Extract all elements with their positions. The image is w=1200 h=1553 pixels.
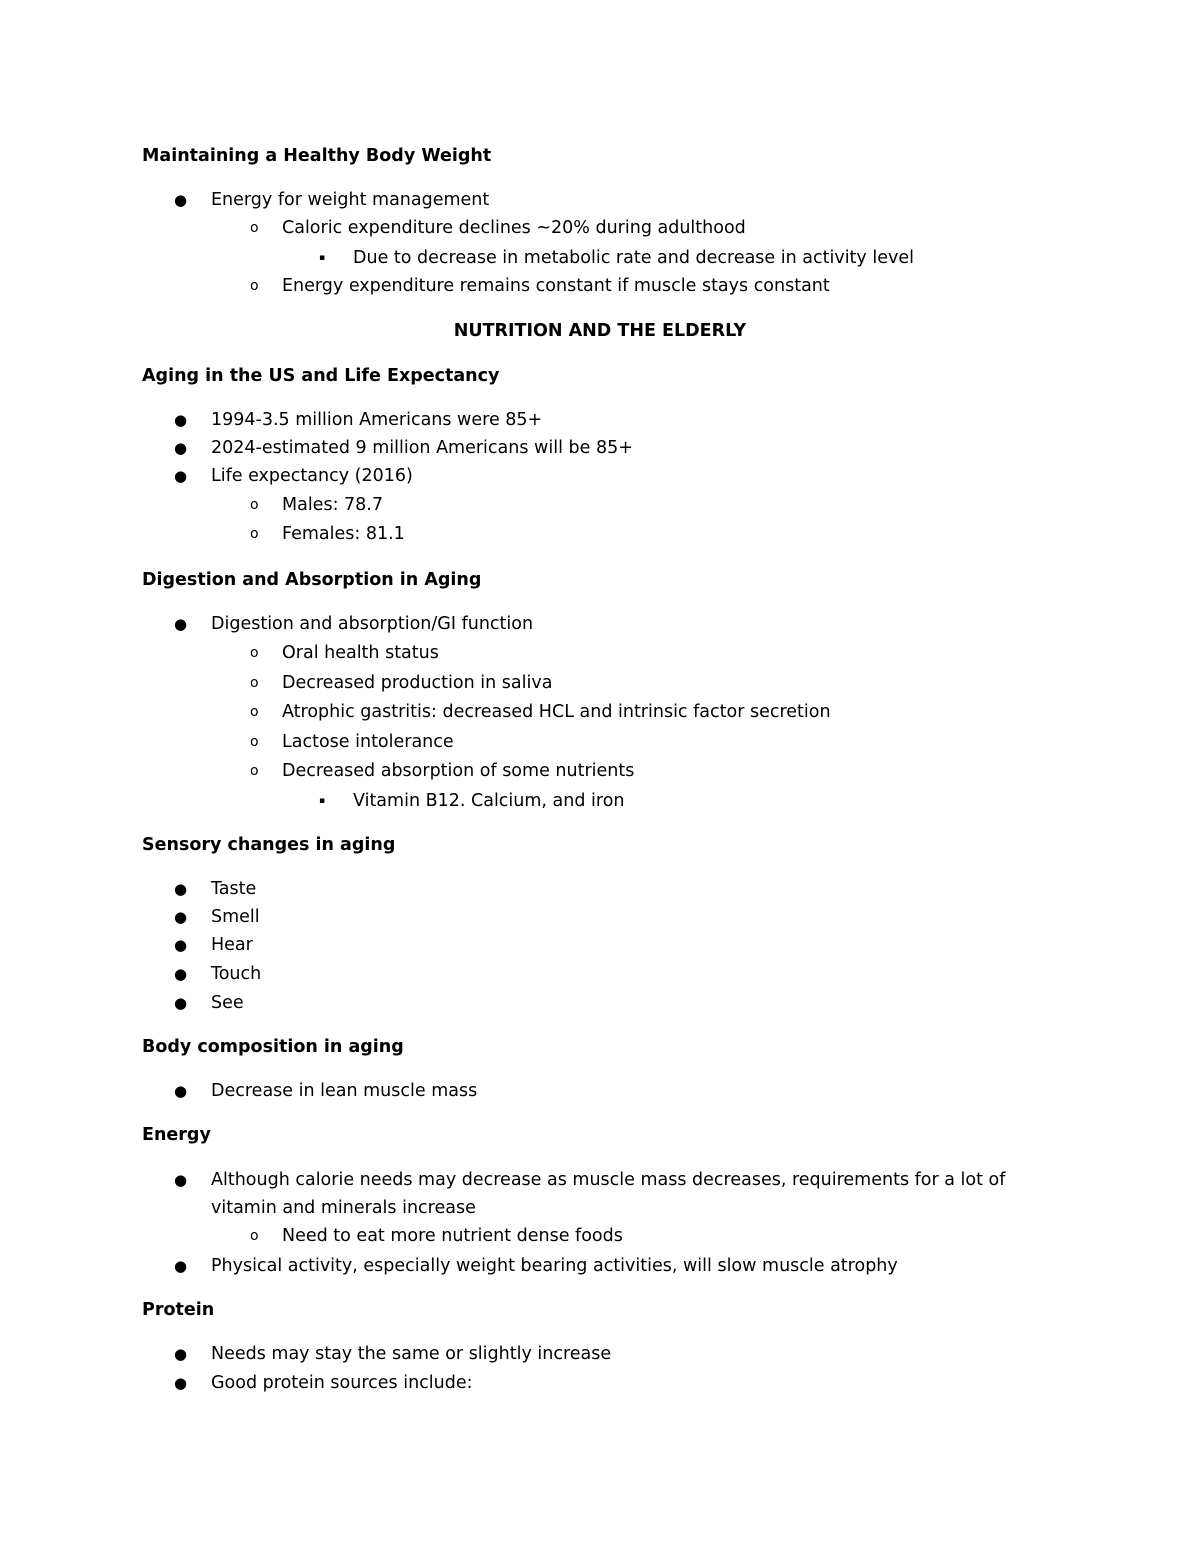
list-item: Vitamin B12. Calcium, and iron (353, 791, 625, 811)
bullet-icon: ● (174, 908, 188, 926)
list-item: Females: 81.1 (282, 524, 405, 544)
list-item: Needs may stay the same or slightly increase (211, 1344, 612, 1364)
circle-bullet-icon: o (250, 220, 259, 236)
list-item: Digestion and absorption/GI function (211, 614, 534, 634)
section-heading-sensory: Sensory changes in aging (142, 835, 396, 855)
square-bullet-icon: ▪ (319, 253, 326, 263)
circle-bullet-icon: o (250, 734, 259, 750)
list-item: Oral health status (282, 643, 439, 663)
list-item: Need to eat more nutrient dense foods (282, 1226, 623, 1246)
bullet-icon: ● (174, 1257, 188, 1275)
list-item: Atrophic gastritis: decreased HCL and intrinsic factor secretion (282, 702, 831, 722)
document-title: NUTRITION AND THE ELDERLY (453, 321, 747, 341)
list-item: See (211, 993, 244, 1013)
bullet-icon: ● (174, 936, 188, 954)
bullet-icon: ● (174, 467, 188, 485)
list-item: Lactose intolerance (282, 732, 454, 752)
circle-bullet-icon: o (250, 278, 259, 294)
circle-bullet-icon: o (250, 645, 259, 661)
list-item: Decrease in lean muscle mass (211, 1081, 478, 1101)
list-item: Decreased absorption of some nutrients (282, 761, 635, 781)
list-item: Energy expenditure remains constant if muscle stays constant (282, 276, 830, 296)
list-item: 2024-estimated 9 million Americans will be 85+ (211, 438, 633, 458)
list-item: Life expectancy (2016) (211, 466, 413, 486)
section-heading-body-composition: Body composition in aging (142, 1037, 404, 1057)
list-item: Touch (211, 964, 262, 984)
list-item: Males: 78.7 (282, 495, 383, 515)
bullet-icon: ● (174, 1171, 188, 1189)
bullet-icon: ● (174, 191, 188, 209)
section-heading-protein: Protein (142, 1300, 215, 1320)
list-item: Hear (211, 935, 253, 955)
circle-bullet-icon: o (250, 497, 259, 513)
list-item: Decreased production in saliva (282, 673, 553, 693)
section-heading-aging: Aging in the US and Life Expectancy (142, 366, 500, 386)
circle-bullet-icon: o (250, 675, 259, 691)
section-heading-digestion: Digestion and Absorption in Aging (142, 570, 482, 590)
bullet-icon: ● (174, 411, 188, 429)
list-item: Physical activity, especially weight bearing activities, will slow muscle atrophy (211, 1256, 898, 1276)
bullet-icon: ● (174, 965, 188, 983)
list-item: Energy for weight management (211, 190, 490, 210)
bullet-icon: ● (174, 880, 188, 898)
list-item: Smell (211, 907, 260, 927)
circle-bullet-icon: o (250, 763, 259, 779)
circle-bullet-icon: o (250, 704, 259, 720)
section-heading-weight: Maintaining a Healthy Body Weight (142, 146, 492, 166)
list-item: Caloric expenditure declines ~20% during adulthood (282, 218, 746, 238)
list-item: Due to decrease in metabolic rate and decrease in activity level (353, 248, 914, 268)
circle-bullet-icon: o (250, 526, 259, 542)
list-item: Good protein sources include: (211, 1373, 473, 1393)
square-bullet-icon: ▪ (319, 796, 326, 806)
list-item: Although calorie needs may decrease as muscle mass decreases, requirements for a lot of vitamin and minerals increase (211, 1170, 1006, 1218)
bullet-icon: ● (174, 615, 188, 633)
bullet-icon: ● (174, 1082, 188, 1100)
section-heading-energy: Energy (142, 1125, 211, 1145)
bullet-icon: ● (174, 439, 188, 457)
circle-bullet-icon: o (250, 1228, 259, 1244)
bullet-icon: ● (174, 1345, 188, 1363)
bullet-icon: ● (174, 994, 188, 1012)
bullet-icon: ● (174, 1374, 188, 1392)
list-item: 1994-3.5 million Americans were 85+ (211, 410, 543, 430)
list-item: Taste (211, 879, 257, 899)
